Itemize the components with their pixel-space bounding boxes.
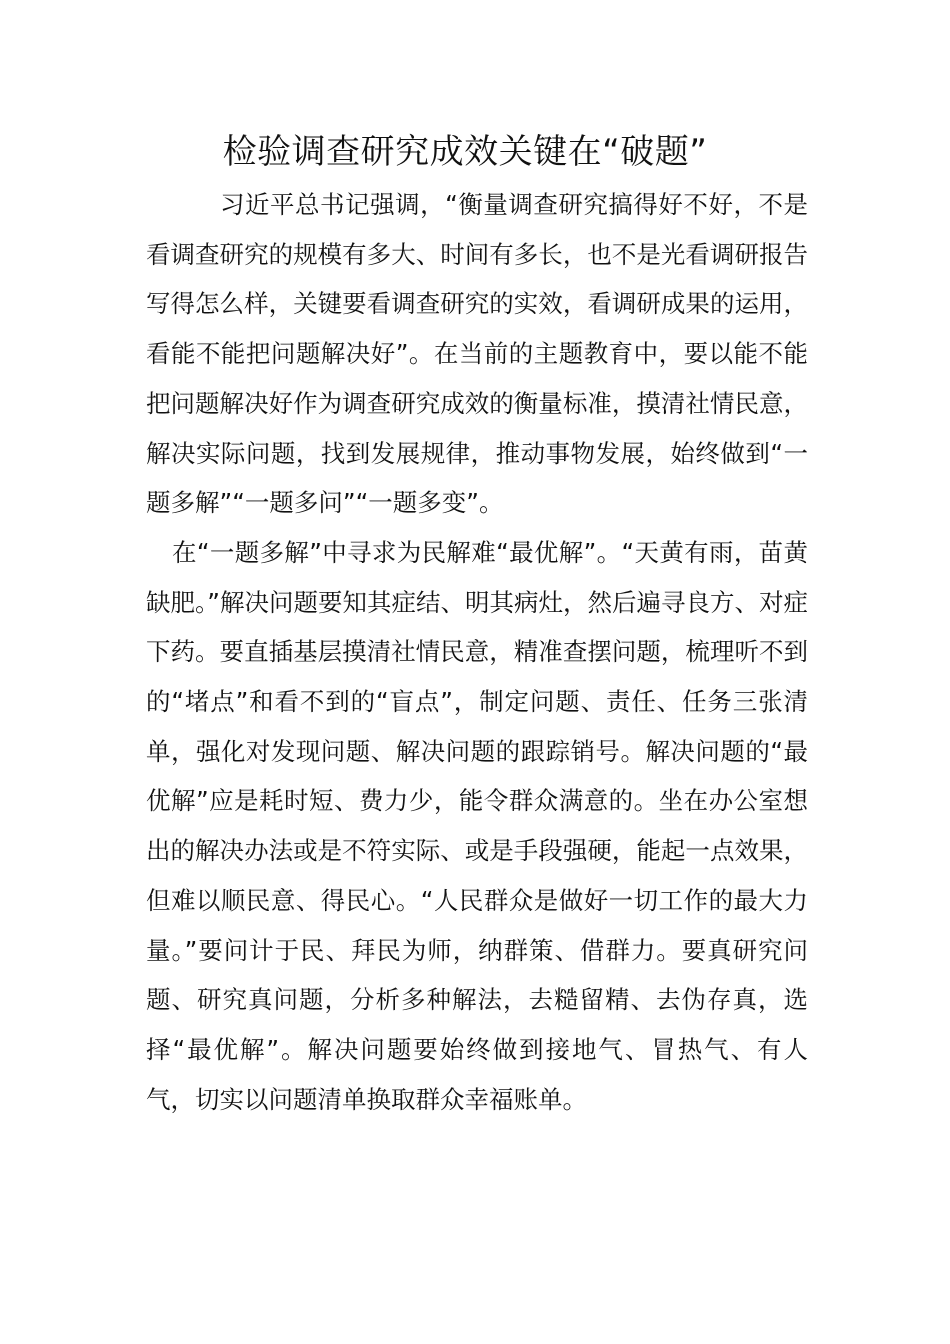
paragraph-one-problem-many-solutions: 在“一题多解”中寻求为民解难“最优解”。“天黄有雨，苗黄缺肥。”解决问题要知其症结、明其病灶，然后遍寻良方、对症下药。要直插基层摸清社情民意，精准查摆问题，梳理听不到的“堵点”和看不到的“盲点”，制定问题、责任、任务三张清单，强化对发现问题、解决问题的跟踪销号。解决问题的“最优解”应是耗时短、费力少，能令群众满意的。坐在办公室想出的解决办法或是不符实际、或是手段强硬，能起一点效果，但难以顺民意、得民心。“人民群众是做好一切工作的最大力量。”要问计于民、拜民为师，纳群策、借群力。要真研究问题、研究真问题，分析多种解法，去糙留精、去伪存真，选择“最优解”。解决问题要始终做到接地气、冒热气、有人气，切实以问题清单换取群众幸福账单。 xyxy=(146,537,808,1114)
document-title: 检验调查研究成效关键在“破题” xyxy=(222,132,708,172)
paragraph-intro: 习近平总书记强调，“衡量调查研究搞得好不好，不是看调查研究的规模有多大、时间有多长，也不是光看调研报告写得怎么样，关键要看调查研究的实效，看调研成果的运用，看能不能把问题解决好”。在当前的主题教育中，要以能不能把问题解决好作为调查研究成效的衡量标准，摸清社情民意，解决实际问题，找到发展规律，推动事物发展，始终做到“一题多解”“一题多问”“一题多变”。 xyxy=(146,190,808,518)
document-body xyxy=(146,180,808,1124)
